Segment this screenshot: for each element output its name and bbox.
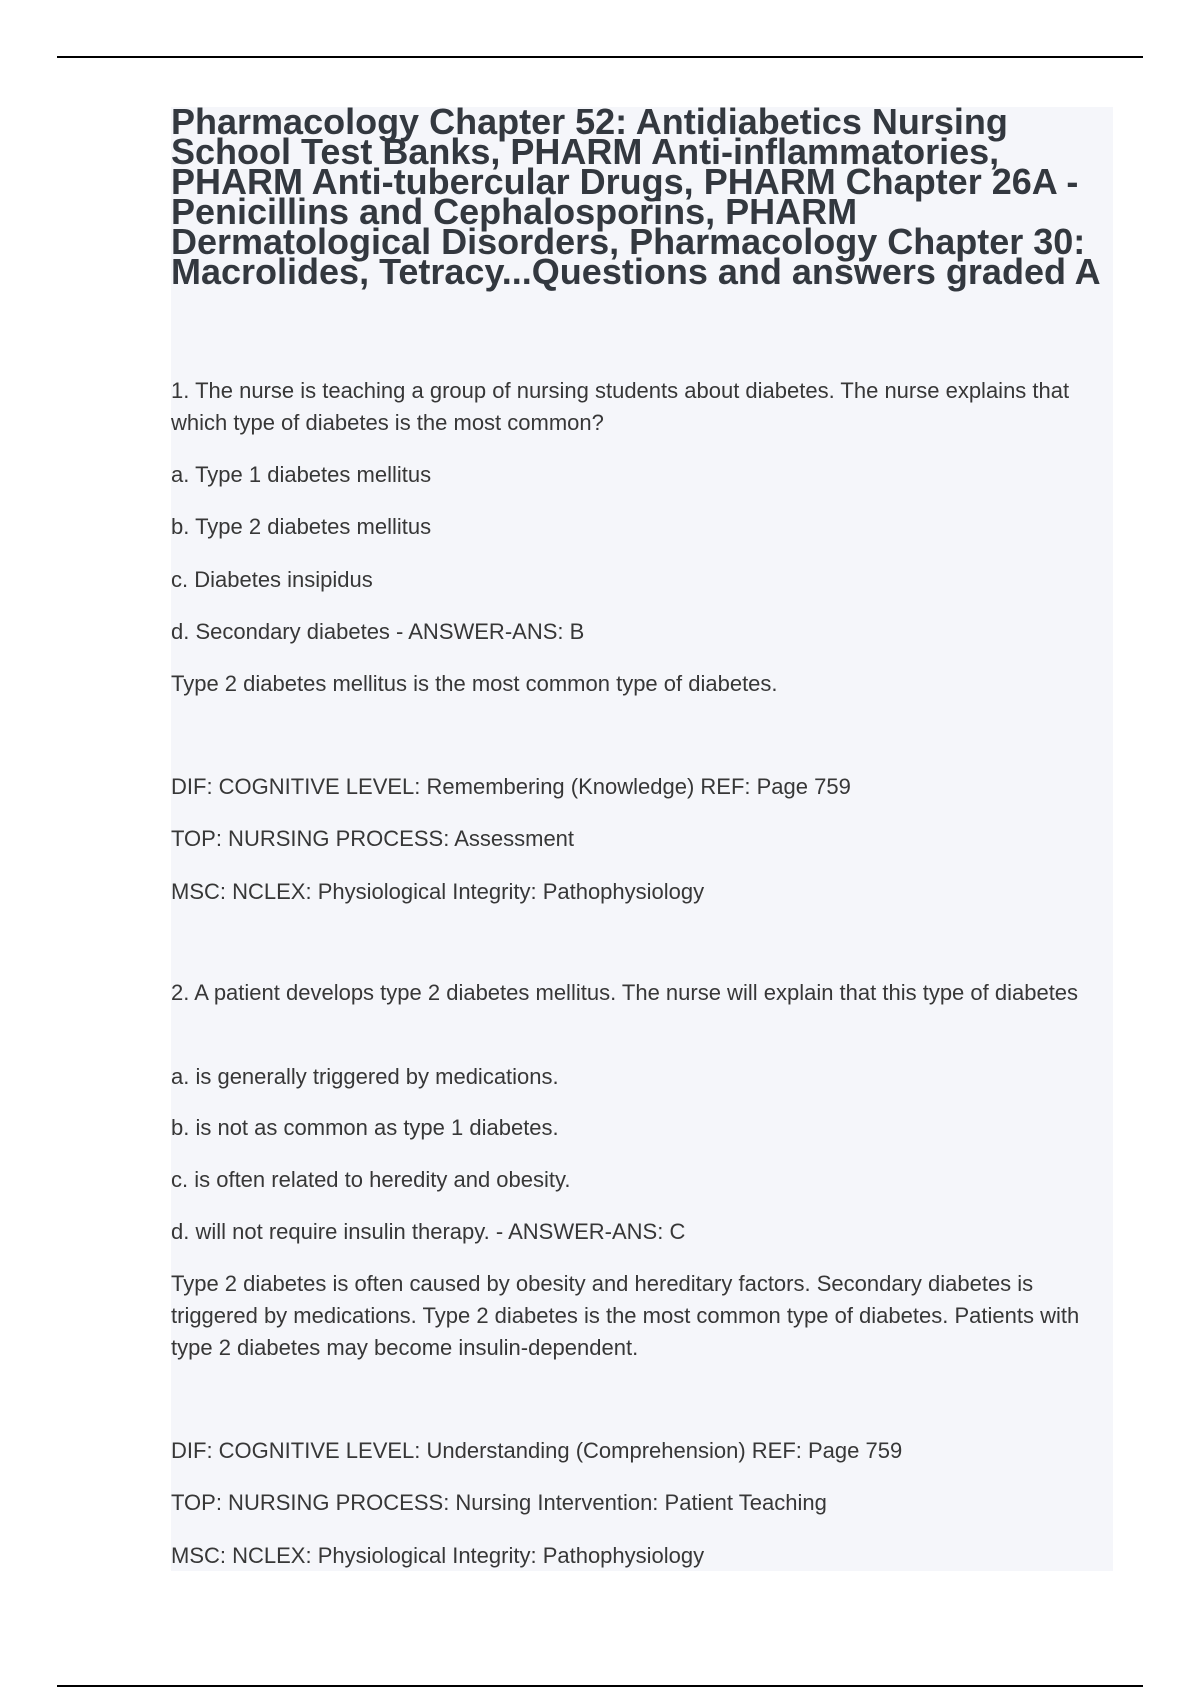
top-rule bbox=[57, 56, 1143, 58]
q2-top: TOP: NURSING PROCESS: Nursing Intervention: Patient Teaching bbox=[171, 1490, 827, 1515]
document-body bbox=[171, 101, 1113, 1568]
q2-option-d: d. will not require insulin therapy. - ANSWER-ANS: C bbox=[171, 1219, 686, 1244]
q1-option-d: d. Secondary diabetes - ANSWER-ANS: B bbox=[171, 619, 585, 644]
q2-option-b: b. is not as common as type 1 diabetes. bbox=[171, 1115, 559, 1140]
q2-question: 2. A patient develops type 2 diabetes mellitus. The nurse will explain that this type of diabetes bbox=[171, 980, 1079, 1005]
q2-msc: MSC: NCLEX: Physiological Integrity: Pathophysiology bbox=[171, 1543, 705, 1568]
q1-dif: DIF: COGNITIVE LEVEL: Remembering (Knowledge) REF: Page 759 bbox=[171, 774, 851, 799]
q1-msc: MSC: NCLEX: Physiological Integrity: Pathophysiology bbox=[171, 879, 705, 904]
q2-option-c: c. is often related to heredity and obesity. bbox=[171, 1167, 571, 1192]
q1-question: 1. The nurse is teaching a group of nursing students about diabetes. The nurse explains that which type of diabetes is the most common? bbox=[171, 378, 1070, 435]
q1-option-b: b. Type 2 diabetes mellitus bbox=[171, 514, 432, 539]
q2-rationale: Type 2 diabetes is often caused by obesity and hereditary factors. Secondary diabetes is triggered by medications. Type 2 diabetes is the most common type of diabetes. Patients with type 2 diabetes may become insulin-dependent. bbox=[171, 1271, 1080, 1360]
q1-top: TOP: NURSING PROCESS: Assessment bbox=[171, 826, 575, 851]
q2-option-a: a. is generally triggered by medications. bbox=[171, 1064, 559, 1089]
bottom-rule bbox=[57, 1685, 1143, 1687]
q1-rationale: Type 2 diabetes mellitus is the most common type of diabetes. bbox=[171, 671, 778, 696]
q1-option-a: a. Type 1 diabetes mellitus bbox=[171, 462, 432, 487]
q1-option-c: c. Diabetes insipidus bbox=[171, 567, 373, 592]
document-content bbox=[171, 101, 1113, 1571]
document-title: Pharmacology Chapter 52: Antidiabetics Nursing School Test Banks, PHARM Anti-inflammatories, PHARM Anti-tubercular Drugs, PHARM Chapter 26A - Penicillins and Cephalosporins, PHARM Dermatological Disorders, Pharmacology Chapter 30: Macrolides, Tetracy...Questions and answers graded A bbox=[171, 101, 1101, 292]
q2-dif: DIF: COGNITIVE LEVEL: Understanding (Comprehension) REF: Page 759 bbox=[171, 1438, 903, 1463]
